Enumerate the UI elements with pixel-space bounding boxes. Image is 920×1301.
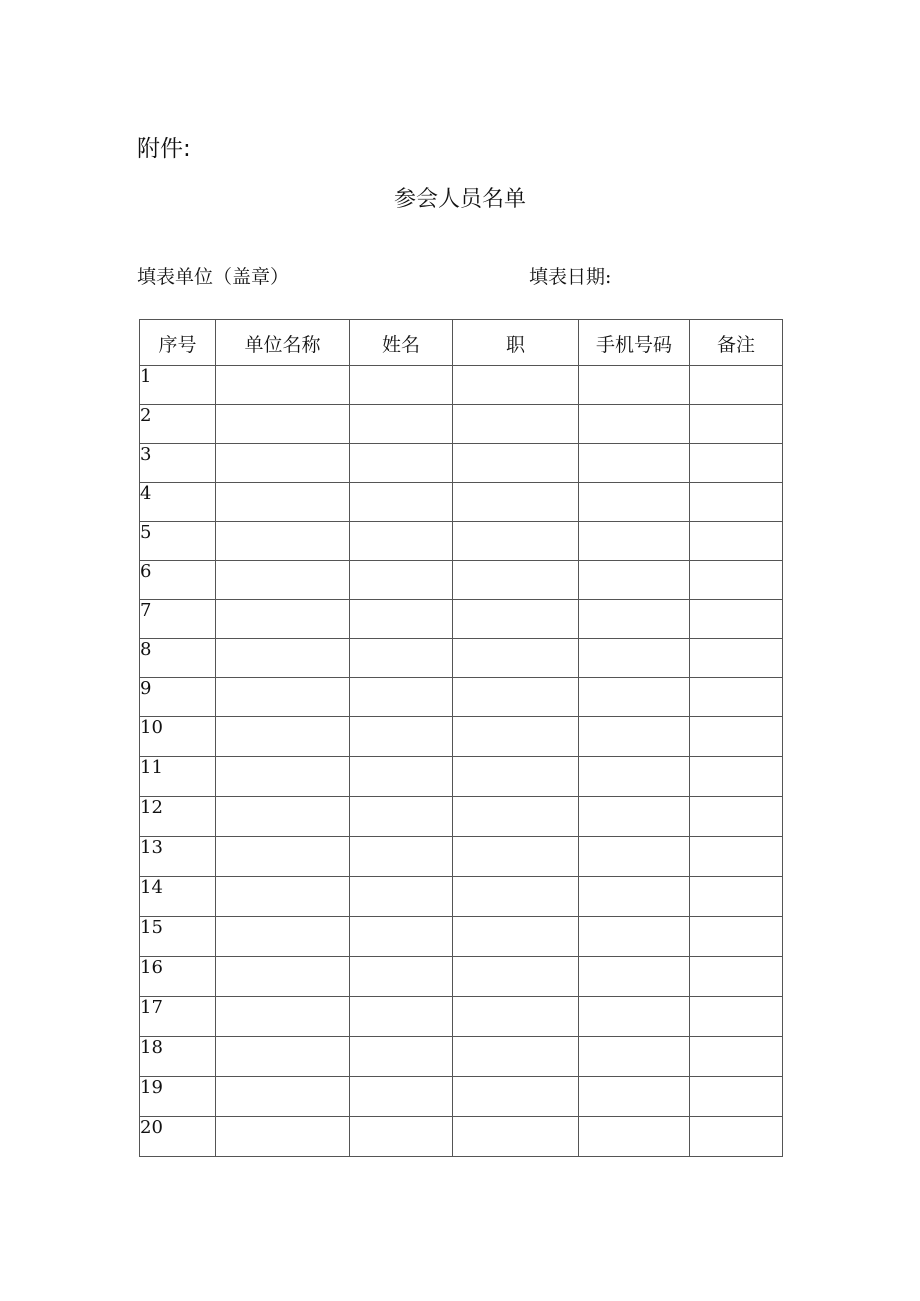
position-cell[interactable] <box>453 366 579 405</box>
name-cell[interactable] <box>350 1037 453 1077</box>
unit-name-cell[interactable] <box>216 522 350 561</box>
remarks-cell[interactable] <box>690 917 783 957</box>
phone-cell[interactable] <box>579 366 690 405</box>
attendee-table <box>139 319 783 1157</box>
name-cell[interactable] <box>350 1117 453 1157</box>
header-unit-name: 单位名称 <box>216 320 350 366</box>
phone-cell[interactable] <box>579 717 690 757</box>
unit-name-cell[interactable] <box>216 600 350 639</box>
phone-cell[interactable] <box>579 1037 690 1077</box>
phone-cell[interactable] <box>579 917 690 957</box>
row-index: 16 <box>140 957 216 997</box>
name-cell[interactable] <box>350 600 453 639</box>
phone-cell[interactable] <box>579 1077 690 1117</box>
remarks-cell[interactable] <box>690 957 783 997</box>
phone-cell[interactable] <box>579 678 690 717</box>
row-index: 3 <box>140 444 216 483</box>
unit-name-cell[interactable] <box>216 405 350 444</box>
remarks-cell[interactable] <box>690 877 783 917</box>
remarks-cell[interactable] <box>690 837 783 877</box>
remarks-cell[interactable] <box>690 717 783 757</box>
position-cell[interactable] <box>453 1117 579 1157</box>
row-index: 1 <box>140 366 216 405</box>
row-index: 14 <box>140 877 216 917</box>
phone-cell[interactable] <box>579 997 690 1037</box>
remarks-cell[interactable] <box>690 1077 783 1117</box>
row-index: 12 <box>140 797 216 837</box>
header-name: 姓名 <box>350 320 453 366</box>
header-remarks: 备注 <box>690 320 783 366</box>
position-cell[interactable] <box>453 1037 579 1077</box>
name-cell[interactable] <box>350 678 453 717</box>
remarks-cell[interactable] <box>690 997 783 1037</box>
unit-name-cell[interactable] <box>216 1117 350 1157</box>
table-row <box>140 600 783 639</box>
remarks-cell[interactable] <box>690 483 783 522</box>
table-row <box>140 366 783 405</box>
unit-name-cell[interactable] <box>216 877 350 917</box>
phone-cell[interactable] <box>579 957 690 997</box>
position-cell[interactable] <box>453 917 579 957</box>
position-cell[interactable] <box>453 837 579 877</box>
header-phone: 手机号码 <box>579 320 690 366</box>
row-index: 4 <box>140 483 216 522</box>
position-cell[interactable] <box>453 957 579 997</box>
remarks-cell[interactable] <box>690 1037 783 1077</box>
unit-name-cell[interactable] <box>216 483 350 522</box>
name-cell[interactable] <box>350 1077 453 1117</box>
name-cell[interactable] <box>350 522 453 561</box>
row-index: 7 <box>140 600 216 639</box>
unit-name-cell[interactable] <box>216 837 350 877</box>
name-cell[interactable] <box>350 957 453 997</box>
unit-name-cell[interactable] <box>216 917 350 957</box>
unit-name-cell[interactable] <box>216 561 350 600</box>
name-cell[interactable] <box>350 561 453 600</box>
remarks-cell[interactable] <box>690 639 783 678</box>
name-cell[interactable] <box>350 877 453 917</box>
position-cell[interactable] <box>453 405 579 444</box>
remarks-cell[interactable] <box>690 600 783 639</box>
remarks-cell[interactable] <box>690 678 783 717</box>
phone-cell[interactable] <box>579 797 690 837</box>
table-row <box>140 957 783 997</box>
phone-cell[interactable] <box>579 877 690 917</box>
table-row <box>140 444 783 483</box>
row-index: 18 <box>140 1037 216 1077</box>
unit-name-cell[interactable] <box>216 678 350 717</box>
position-cell[interactable] <box>453 561 579 600</box>
table-row <box>140 917 783 957</box>
table-row <box>140 877 783 917</box>
position-cell[interactable] <box>453 877 579 917</box>
table-row <box>140 639 783 678</box>
unit-name-cell[interactable] <box>216 717 350 757</box>
phone-cell[interactable] <box>579 600 690 639</box>
name-cell[interactable] <box>350 366 453 405</box>
table-row <box>140 837 783 877</box>
phone-cell[interactable] <box>579 1117 690 1157</box>
position-cell[interactable] <box>453 757 579 797</box>
position-cell[interactable] <box>453 717 579 757</box>
phone-cell[interactable] <box>579 639 690 678</box>
table-row <box>140 997 783 1037</box>
table-row <box>140 717 783 757</box>
position-cell[interactable] <box>453 797 579 837</box>
remarks-cell[interactable] <box>690 1117 783 1157</box>
row-index: 19 <box>140 1077 216 1117</box>
table-row <box>140 797 783 837</box>
phone-cell[interactable] <box>579 837 690 877</box>
row-index: 2 <box>140 405 216 444</box>
row-index: 17 <box>140 997 216 1037</box>
phone-cell[interactable] <box>579 757 690 797</box>
unit-name-cell[interactable] <box>216 957 350 997</box>
row-index: 11 <box>140 757 216 797</box>
name-cell[interactable] <box>350 797 453 837</box>
row-index: 5 <box>140 522 216 561</box>
phone-cell[interactable] <box>579 444 690 483</box>
name-cell[interactable] <box>350 639 453 678</box>
position-cell[interactable] <box>453 483 579 522</box>
fill-unit-label: 填表单位（盖章） <box>137 266 290 288</box>
unit-name-cell[interactable] <box>216 797 350 837</box>
unit-name-cell[interactable] <box>216 366 350 405</box>
name-cell[interactable] <box>350 405 453 444</box>
name-cell[interactable] <box>350 837 453 877</box>
position-cell[interactable] <box>453 1077 579 1117</box>
unit-name-cell[interactable] <box>216 757 350 797</box>
header-index: 序号 <box>140 320 216 366</box>
remarks-cell[interactable] <box>690 522 783 561</box>
table-row <box>140 678 783 717</box>
row-index: 15 <box>140 917 216 957</box>
remarks-cell[interactable] <box>690 444 783 483</box>
row-index: 9 <box>140 678 216 717</box>
position-cell[interactable] <box>453 997 579 1037</box>
table-row <box>140 522 783 561</box>
unit-name-cell[interactable] <box>216 444 350 483</box>
row-index: 20 <box>140 1117 216 1157</box>
unit-name-cell[interactable] <box>216 997 350 1037</box>
row-index: 6 <box>140 561 216 600</box>
name-cell[interactable] <box>350 917 453 957</box>
name-cell[interactable] <box>350 717 453 757</box>
position-cell[interactable] <box>453 522 579 561</box>
remarks-cell[interactable] <box>690 405 783 444</box>
table-row <box>140 405 783 444</box>
unit-name-cell[interactable] <box>216 1077 350 1117</box>
table-row <box>140 483 783 522</box>
name-cell[interactable] <box>350 757 453 797</box>
remarks-cell[interactable] <box>690 757 783 797</box>
row-index: 8 <box>140 639 216 678</box>
table-row <box>140 1037 783 1077</box>
name-cell[interactable] <box>350 444 453 483</box>
remarks-cell[interactable] <box>690 797 783 837</box>
remarks-cell[interactable] <box>690 366 783 405</box>
phone-cell[interactable] <box>579 561 690 600</box>
position-cell[interactable] <box>453 600 579 639</box>
table-row <box>140 757 783 797</box>
phone-cell[interactable] <box>579 522 690 561</box>
table-row <box>140 1077 783 1117</box>
fill-date-label: 填表日期: <box>529 266 612 288</box>
name-cell[interactable] <box>350 483 453 522</box>
row-index: 10 <box>140 717 216 757</box>
unit-name-cell[interactable] <box>216 639 350 678</box>
header-position: 职 <box>453 320 579 366</box>
table-row <box>140 561 783 600</box>
position-cell[interactable] <box>453 678 579 717</box>
phone-cell[interactable] <box>579 405 690 444</box>
attachment-label: 附件: <box>137 136 191 162</box>
name-cell[interactable] <box>350 997 453 1037</box>
unit-name-cell[interactable] <box>216 1037 350 1077</box>
row-index: 13 <box>140 837 216 877</box>
table-header-row <box>140 320 783 366</box>
table-row <box>140 1117 783 1157</box>
position-cell[interactable] <box>453 639 579 678</box>
remarks-cell[interactable] <box>690 561 783 600</box>
phone-cell[interactable] <box>579 483 690 522</box>
page-title: 参会人员名单 <box>393 187 526 212</box>
position-cell[interactable] <box>453 444 579 483</box>
